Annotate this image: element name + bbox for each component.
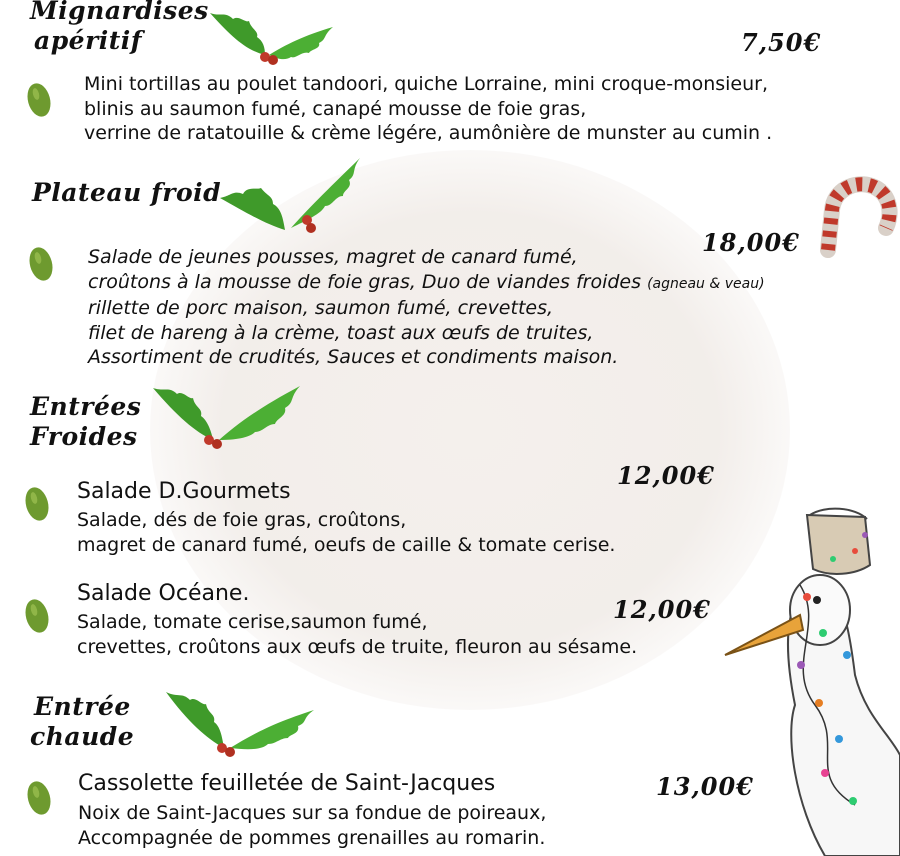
- description-text: croûtons à la mousse de foie gras, Duo de viandes froides: [88, 270, 642, 293]
- candy-cane-icon: [810, 172, 900, 262]
- description-line: [88, 270, 765, 297]
- description-line: Salade, dés de foie gras, croûtons,: [77, 509, 407, 531]
- holly-icon: [205, 5, 335, 65]
- price-plateau: 18,00€: [702, 228, 800, 257]
- section-heading-entrees-froides: [30, 392, 141, 452]
- olive-icon: [26, 80, 52, 120]
- heading-line: Entrée: [34, 692, 131, 721]
- olive-icon: [24, 596, 50, 636]
- price-salade-oceane: 12,00€: [613, 595, 711, 624]
- description-line: Mini tortillas au poulet tandoori, quiche Lorraine, mini croque-monsieur,: [84, 73, 768, 95]
- heading-line: Mignardises: [30, 0, 209, 25]
- salade-gourmets-description: [77, 508, 615, 557]
- price-entree-chaude: 13,00€: [656, 772, 754, 801]
- description-line: Assortiment de crudités, Sauces et condiments maison.: [88, 346, 619, 368]
- holly-icon: [145, 380, 305, 450]
- description-line: crevettes, croûtons aux œufs de truite, fleuron au sésame.: [77, 635, 638, 658]
- holly-icon: [158, 688, 318, 758]
- olive-icon: [28, 244, 54, 284]
- item-title: Salade D.Gourmets: [77, 479, 291, 504]
- description-line: filet de hareng à la crème, toast aux œufs de truites,: [88, 321, 594, 344]
- price-mignardises: 7,50€: [741, 28, 822, 57]
- description-line: Salade de jeunes pousses, magret de canard fumé,: [88, 246, 578, 268]
- item-title: Salade Océane.: [77, 581, 250, 606]
- description-line: Noix de Saint-Jacques sur sa fondue de poireaux,: [78, 802, 547, 824]
- mignardises-description: [84, 72, 772, 146]
- section-heading-entree-chaude: [30, 692, 134, 752]
- price-salade-gourmets: 12,00€: [617, 461, 715, 490]
- description-line: magret de canard fumé, oeufs de caille & tomate cerise.: [77, 533, 616, 556]
- section-heading-plateau: Plateau froid: [32, 178, 222, 207]
- holly-icon: [215, 150, 365, 240]
- heading-line: Entrées: [30, 392, 142, 421]
- description-line: blinis au saumon fumé, canapé mousse de foie gras,: [84, 97, 587, 120]
- description-line: rillette de porc maison, saumon fumé, crevettes,: [88, 297, 554, 319]
- heading-line: Froides: [30, 422, 138, 451]
- heading-line: apéritif: [34, 26, 143, 55]
- salade-oceane-description: [77, 610, 637, 659]
- section-heading-mignardises: [30, 0, 209, 56]
- heading-line: chaude: [30, 722, 135, 751]
- item-title: Cassolette feuilletée de Saint-Jacques: [78, 771, 496, 796]
- entree-chaude-description: [78, 801, 546, 850]
- description-note: (agneau & veau): [647, 275, 765, 292]
- description-line: verrine de ratatouille & crème légére, aumônière de munster au cumin .: [84, 122, 773, 144]
- snowman-stork-icon: [715, 505, 900, 856]
- olive-icon: [26, 778, 52, 818]
- olive-icon: [24, 484, 50, 524]
- description-line: Salade, tomate cerise,saumon fumé,: [77, 611, 428, 633]
- plateau-description: [88, 245, 765, 370]
- description-line: Accompagnée de pommes grenailles au romarin.: [78, 826, 546, 849]
